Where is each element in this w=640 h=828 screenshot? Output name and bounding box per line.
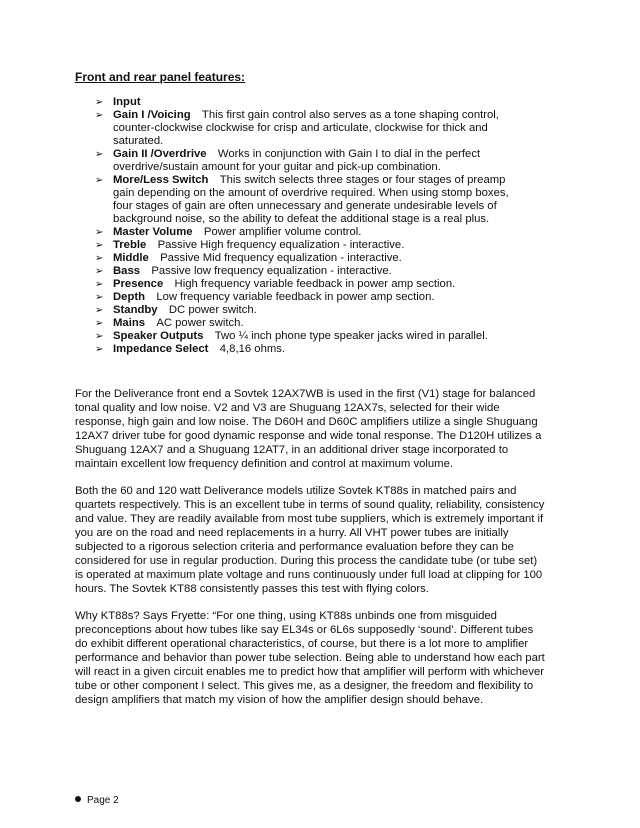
feature-name: Speaker Outputs <box>113 330 204 342</box>
arrow-bullet-icon: ➢ <box>95 279 104 290</box>
feature-description: This first gain control also serves as a tone shaping control, counter-clockwise clockwise for crisp and articulate, clockwise for thick and saturated. <box>113 109 499 147</box>
feature-item <box>95 252 525 265</box>
arrow-bullet-icon: ➢ <box>95 175 104 186</box>
feature-item <box>95 278 525 291</box>
section-heading: Front and rear panel features: <box>75 70 246 84</box>
feature-name: Gain II /Overdrive <box>113 148 207 160</box>
feature-item <box>95 317 525 330</box>
arrow-bullet-icon: ➢ <box>95 149 104 160</box>
body-paragraph: Why KT88s? Says Fryette: “For one thing, using KT88s unbinds one from misguided preconceptions about how tubes like say EL34s or 6L6s supposedly ‘sound’. Different tubes do exhibit different operational characteristics, of course, but there is a lot more to amplifier performance and behavior than power tube selection. Being able to understand how each part will react in a given circuit enables me to predict how that amplifier will perform with whichever tube or other component I select. This gives me, as a designer, the freedom and flexibility to design amplifiers that match my vision of how the amplifier design should behave. <box>75 610 545 706</box>
arrow-bullet-icon: ➢ <box>95 110 104 121</box>
page-number: Page 2 <box>87 795 119 806</box>
feature-description: Passive Mid frequency equalization - interactive. <box>160 252 402 264</box>
feature-description: Passive low frequency equalization - interactive. <box>151 265 392 277</box>
arrow-bullet-icon: ➢ <box>95 97 104 108</box>
feature-item <box>95 291 525 304</box>
feature-item <box>95 174 525 226</box>
arrow-bullet-icon: ➢ <box>95 266 104 277</box>
page-footer <box>75 795 119 807</box>
feature-description: 4,8,16 ohms. <box>219 343 286 355</box>
arrow-bullet-icon: ➢ <box>95 305 104 316</box>
feature-item <box>95 109 525 148</box>
feature-item <box>95 265 525 278</box>
arrow-bullet-icon: ➢ <box>95 331 104 342</box>
feature-name: Master Volume <box>113 226 193 238</box>
feature-item <box>95 304 525 317</box>
arrow-bullet-icon: ➢ <box>95 292 104 303</box>
feature-description: Works in conjunction with Gain I to dial in the perfect overdrive/sustain amount for your guitar and pick-up combination. <box>113 148 481 173</box>
feature-name: Standby <box>113 304 158 316</box>
feature-name: More/Less Switch <box>113 174 209 186</box>
feature-description: This switch selects three stages or four stages of preamp gain depending on the amount of overdrive required. When using stomp boxes, four stages of gain are often unnecessary and generate undesirable levels of background noise, so the ability to defeat the additional stage is a real plus. <box>113 174 509 225</box>
feature-name: Middle <box>113 252 149 264</box>
feature-description: Passive High frequency equalization - interactive. <box>157 239 405 251</box>
feature-item <box>95 343 525 356</box>
body-paragraphs <box>75 388 545 722</box>
arrow-bullet-icon: ➢ <box>95 318 104 329</box>
feature-item <box>95 96 525 109</box>
feature-description: Power amplifier volume control. <box>203 226 362 238</box>
feature-description: AC power switch. <box>156 317 244 329</box>
feature-name: Depth <box>113 291 146 303</box>
bullet-dot-icon <box>75 796 81 802</box>
feature-name: Bass <box>113 265 141 277</box>
feature-item <box>95 330 525 343</box>
feature-item <box>95 148 525 174</box>
feature-item <box>95 239 525 252</box>
feature-description: High frequency variable feedback in power amp section. <box>174 278 456 290</box>
feature-name: Impedance Select <box>113 343 209 355</box>
feature-description: Two ¼ inch phone type speaker jacks wired in parallel. <box>214 330 488 342</box>
feature-name: Treble <box>113 239 147 251</box>
feature-name: Gain I /Voicing <box>113 109 191 121</box>
feature-name: Mains <box>113 317 146 329</box>
arrow-bullet-icon: ➢ <box>95 227 104 238</box>
feature-name: Input <box>113 96 141 108</box>
feature-description: DC power switch. <box>168 304 257 316</box>
body-paragraph: For the Deliverance front end a Sovtek 12AX7WB is used in the first (V1) stage for balanced tonal quality and low noise. V2 and V3 are Shuguang 12AX7s, selected for their wide response, high gain and low noise. The D60H and D60C amplifiers utilize a single Shuguang 12AX7 driver tube for good dynamic response and wide tonal response. The D120H utilizes a Shuguang 12AX7 and a Shuguang 12AT7, in an additional driver stage incorporated to maintain excellent low frequency definition and control at maximum volume. <box>75 388 542 470</box>
feature-list <box>95 96 525 356</box>
feature-name: Presence <box>113 278 164 290</box>
arrow-bullet-icon: ➢ <box>95 253 104 264</box>
arrow-bullet-icon: ➢ <box>95 344 104 355</box>
feature-item <box>95 226 525 239</box>
body-paragraph: Both the 60 and 120 watt Deliverance models utilize Sovtek KT88s in matched pairs and quartets respectively. This is an excellent tube in terms of sound quality, reliability, consistency and value. They are readily available from most tube suppliers, which is extremely important if you are on the road and need replacements in a hurry. All VHT power tubes are initially subjected to a rigorous selection criteria and performance evaluation before they can be considered for use in regular production. During this process the candidate tube (or tube set) is operated at maximum plate voltage and runs continuously under full load at clipping for 100 hours. The Sovtek KT88 consistently passes this test with flying colors. <box>75 485 545 595</box>
feature-description: Low frequency variable feedback in power amp section. <box>156 291 435 303</box>
arrow-bullet-icon: ➢ <box>95 240 104 251</box>
